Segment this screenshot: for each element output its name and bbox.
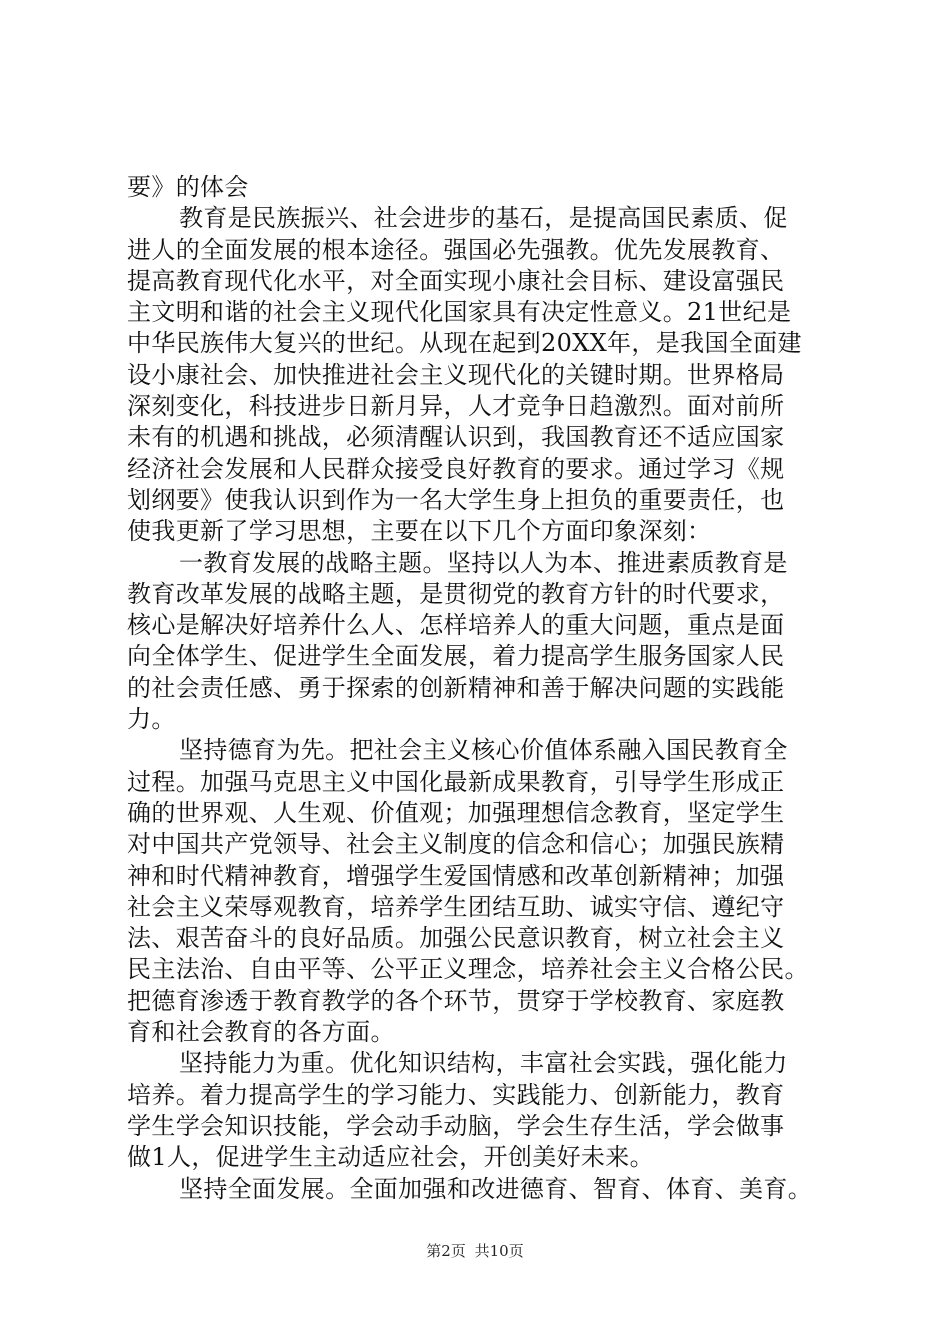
text-line: 育和社会教育的各方面。 <box>127 1018 395 1047</box>
text-line: 民主法治、自由平等、公平正义理念，培养社会主义合格公民。 <box>127 955 809 984</box>
paragraph-start-line: 教育是民族振兴、社会进步的基石，是提高国民素质、促 <box>179 204 788 233</box>
text-line: 把德育渗透于教育教学的各个环节，贯穿于学校教育、家庭教 <box>127 986 785 1015</box>
paragraph-start-line: 坚持能力为重。优化知识结构，丰富社会实践，强化能力 <box>179 1049 788 1078</box>
text-line: 法、艰苦奋斗的良好品质。加强公民意识教育，树立社会主义 <box>127 924 785 953</box>
text-line: 做1人，促进学生主动适应社会，开创美好未来。 <box>127 1143 654 1172</box>
text-line: 培养。着力提高学生的学习能力、实践能力、创新能力，教育 <box>127 1080 785 1109</box>
text-line: 的社会责任感、勇于探索的创新精神和善于解决问题的实践能 <box>127 673 785 702</box>
text-line: 学生学会知识技能，学会动手动脑，学会生存生活，学会做事 <box>127 1111 785 1140</box>
text-line: 深刻变化，科技进步日新月异，人才竞争日趋激烈。面对前所 <box>127 392 785 421</box>
paragraph-start-line: 坚持德育为先。把社会主义核心价值体系融入国民教育全 <box>179 736 788 765</box>
text-line: 教育改革发展的战略主题，是贯彻党的教育方针的时代要求， <box>127 579 785 608</box>
text-line: 社会主义荣辱观教育，培养学生团结互助、诚实守信、遵纪守 <box>127 892 785 921</box>
text-line: 过程。加强马克思主义中国化最新成果教育，引导学生形成正 <box>127 767 785 796</box>
paragraph-start-line: 坚持全面发展。全面加强和改进德育、智育、体育、美育。 <box>179 1174 813 1203</box>
text-line: 核心是解决好培养什么人、怎样培养人的重大问题，重点是面 <box>127 611 785 640</box>
text-line: 划纲要》使我认识到作为一名大学生身上担负的重要责任，也 <box>127 485 785 514</box>
text-line: 向全体学生、促进学生全面发展，着力提高学生服务国家人民 <box>127 642 785 671</box>
paragraph-start-line: 一教育发展的战略主题。坚持以人为本、推进素质教育是 <box>179 548 788 577</box>
text-line: 要》的体会 <box>127 173 249 201</box>
text-line: 经济社会发展和人民群众接受良好教育的要求。通过学习《规 <box>127 454 785 483</box>
document-body <box>127 172 837 1205</box>
text-line: 中华民族伟大复兴的世纪。从现在起到20XX年，是我国全面建 <box>127 329 802 358</box>
text-line: 神和时代精神教育，增强学生爱国情感和改革创新精神；加强 <box>127 861 785 890</box>
text-line: 未有的机遇和挑战，必须清醒认识到，我国教育还不适应国家 <box>127 423 785 452</box>
text-line: 提高教育现代化水平，对全面实现小康社会目标、建设富强民 <box>127 266 785 295</box>
text-line: 主文明和谐的社会主义现代化国家具有决定性意义。21世纪是 <box>127 298 792 327</box>
page-number-footer: 第2页 共10页 <box>426 1242 524 1260</box>
text-line: 确的世界观、人生观、价值观；加强理想信念教育，坚定学生 <box>127 798 785 827</box>
text-line: 力。 <box>127 705 176 734</box>
text-line: 使我更新了学习思想，主要在以下几个方面印象深刻： <box>127 517 712 546</box>
text-line: 对中国共产党领导、社会主义制度的信念和信心；加强民族精 <box>127 830 785 859</box>
text-line: 进人的全面发展的根本途径。强国必先强教。优先发展教育、 <box>127 235 785 264</box>
text-line: 设小康社会、加快推进社会主义现代化的关键时期。世界格局 <box>127 360 785 389</box>
